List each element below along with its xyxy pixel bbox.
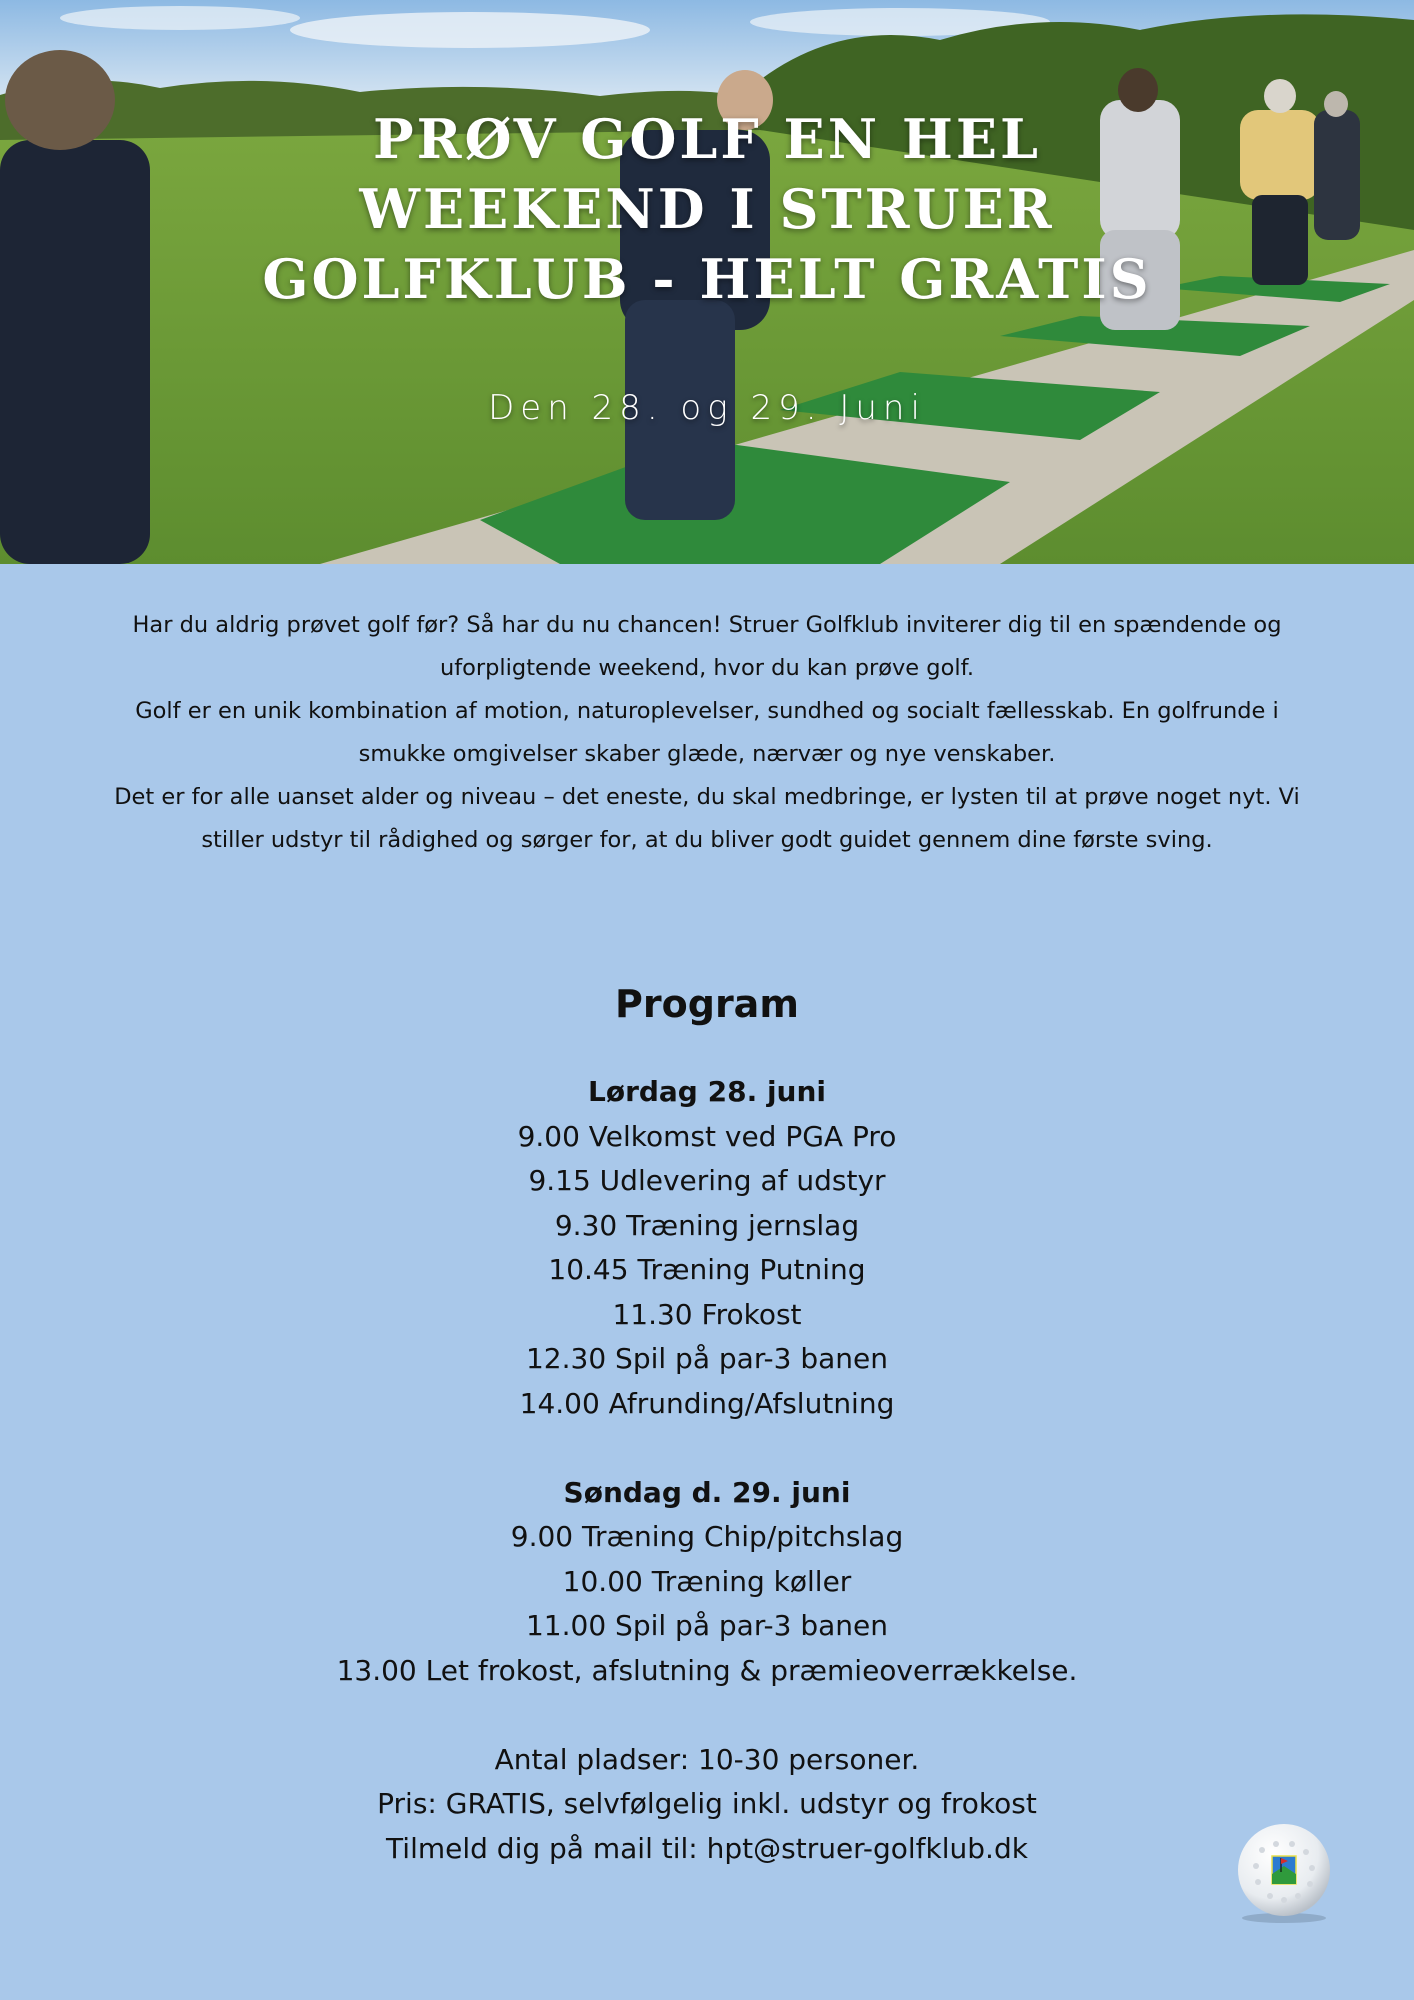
golf-ball-icon	[1232, 1820, 1336, 1924]
golf-ball-logo-icon	[1232, 1820, 1336, 1924]
program-heading: Program	[615, 982, 799, 1026]
intro-paragraph: Har du aldrig prøvet golf før? Så har du nu chancen! Struer Golfklub inviterer dig til en spændende og uforpligtende weekend, hvor du kan prøve golf.	[132, 612, 1282, 681]
spacer	[200, 1693, 1214, 1738]
info-price: Pris: GRATIS, selvfølgelig inkl. udstyr og frokost	[377, 1787, 1037, 1820]
program-section	[200, 980, 1214, 1871]
schedule-item: 14.00 Afrunding/Afslutning	[519, 1386, 895, 1420]
info-signup: Tilmeld dig på mail til: hpt@struer-golfklub.dk	[386, 1831, 1028, 1865]
intro-paragraph: Golf er en unik kombination af motion, naturoplevelser, sundhed og socialt fællesskab. En golfrunde i smukke omgivelser skaber glæde, nærvær og nye venskaber.	[135, 698, 1279, 767]
schedule-item: 10.00 Træning køller	[562, 1564, 852, 1598]
schedule-item: 11.30 Frokost	[612, 1297, 802, 1331]
schedule-item: 10.45 Træning Putning	[548, 1253, 866, 1286]
schedule-item: 9.15 Udlevering af udstyr	[528, 1164, 886, 1197]
day-title-saturday: Lørdag 28. juni	[587, 1075, 827, 1108]
schedule-item: 12.30 Spil på par-3 banen	[525, 1342, 889, 1375]
hero-banner	[0, 0, 1414, 564]
schedule-item: 13.00 Let frokost, afslutning & præmieoverrækkelse.	[336, 1653, 1078, 1687]
hero-title-line: GOLFKLUB - HELT GRATIS	[262, 247, 1152, 311]
day-title-sunday: Søndag d. 29. juni	[563, 1475, 851, 1509]
spacer	[200, 1426, 1214, 1471]
hero-title	[200, 104, 1214, 314]
intro-text	[90, 604, 1324, 862]
schedule-item: 9.30 Træning jernslag	[554, 1208, 860, 1242]
info-seats: Antal pladser: 10-30 personer.	[494, 1742, 920, 1776]
hero-date: Den 28. og 29. Juni	[488, 388, 926, 428]
hero-title-line: PRØV GOLF EN HEL	[373, 107, 1041, 171]
schedule-item: 9.00 Træning Chip/pitchslag	[510, 1520, 904, 1553]
hero-title-line: WEEKEND I STRUER	[359, 177, 1055, 241]
schedule-item: 9.00 Velkomst ved PGA Pro	[517, 1119, 897, 1153]
intro-paragraph: Det er for alle uanset alder og niveau – det eneste, du skal medbringe, er lysten til at prøve noget nyt. Vi stiller udstyr til rådighed og sørger for, at du bliver godt guidet gennem dine første sving.	[114, 784, 1300, 853]
schedule-item: 11.00 Spil på par-3 banen	[525, 1609, 889, 1642]
